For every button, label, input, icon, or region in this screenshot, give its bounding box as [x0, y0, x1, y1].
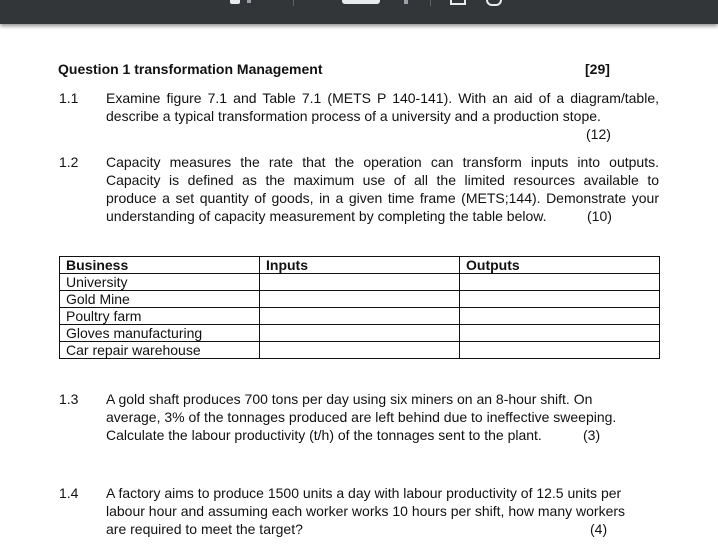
table-cell-business: Gold Mine — [60, 291, 260, 308]
table-cell-business: University — [60, 274, 260, 291]
table-cell-outputs[interactable] — [460, 274, 660, 291]
q12-line: Capacity is defined as the maximum use of all the limited resources available to — [106, 172, 659, 188]
question-title: Question 1 transformation Management — [58, 61, 323, 77]
q14-text — [106, 484, 659, 538]
q12-line: produce a set quantity of goods, in a given time frame (METS;144). Demonstrate your — [106, 190, 659, 206]
q12-line: understanding of capacity measurement by completing the table below. — [106, 208, 547, 224]
table-cell-business: Gloves manufacturing — [60, 325, 260, 342]
q11-line: Examine figure 7.1 and Table 7.1 (METS P 140-141). With an aid of a diagram/table, — [106, 90, 659, 106]
table-cell-inputs[interactable] — [260, 325, 460, 342]
rotate-icon[interactable] — [486, 0, 502, 6]
table-cell-outputs[interactable] — [460, 325, 660, 342]
q12-number: 1.2 — [59, 154, 79, 170]
table-cell-inputs[interactable] — [260, 308, 460, 325]
q11-marks: (12) — [586, 126, 611, 142]
table-cell-business: Poultry farm — [60, 308, 260, 325]
table-header-row — [60, 257, 660, 274]
q11-line: describe a typical transformation process of a university and a production stope. — [106, 108, 601, 124]
q13-line: average, 3% of the tonnages produced are left behind due to ineffective sweeping. — [106, 409, 617, 425]
fit-to-page-icon[interactable] — [450, 0, 466, 5]
q14-line: are required to meet the target? — [106, 521, 303, 537]
chevron-down-icon[interactable] — [247, 0, 251, 3]
table-header-business: Business — [60, 257, 260, 274]
q12-text — [106, 153, 659, 225]
table-row — [60, 308, 660, 325]
sidebar-toggle-icon[interactable] — [230, 0, 240, 4]
toolbar-divider — [430, 0, 431, 6]
q13-marks: (3) — [583, 427, 601, 443]
table-cell-outputs[interactable] — [460, 308, 660, 325]
table-cell-outputs[interactable] — [460, 342, 660, 359]
pdf-viewer-toolbar — [0, 0, 718, 24]
table-cell-inputs[interactable] — [260, 291, 460, 308]
q11-number: 1.1 — [59, 90, 79, 106]
q13-text — [106, 390, 659, 444]
q13-line: A gold shaft produces 700 tons per day using six miners on an 8-hour shift. On — [106, 391, 593, 407]
q12-marks: (10) — [587, 208, 612, 224]
page-number-input[interactable] — [342, 0, 380, 4]
q14-line: labour hour and assuming each worker works 10 hours per shift, how many workers — [106, 503, 626, 519]
q14-marks: (4) — [590, 521, 608, 537]
table-header-outputs: Outputs — [460, 257, 660, 274]
q14-number: 1.4 — [59, 485, 79, 501]
toolbar-divider — [293, 0, 294, 6]
table-row — [60, 274, 660, 291]
capacity-table — [59, 256, 660, 359]
table-cell-inputs[interactable] — [260, 274, 460, 291]
table-cell-inputs[interactable] — [260, 342, 460, 359]
zoom-in-icon[interactable] — [404, 0, 408, 4]
table-row — [60, 291, 660, 308]
q13-line: Calculate the labour productivity (t/h) of the tonnages sent to the plant. — [106, 427, 542, 443]
q11-text — [106, 89, 659, 125]
q14-line: A factory aims to produce 1500 units a day with labour productivity of 12.5 units per — [106, 485, 622, 501]
q12-line: Capacity measures the rate that the operation can transform inputs into outputs. — [106, 154, 659, 170]
table-cell-outputs[interactable] — [460, 291, 660, 308]
table-row — [60, 325, 660, 342]
table-cell-business: Car repair warehouse — [60, 342, 260, 359]
table-row — [60, 342, 660, 359]
table-header-inputs: Inputs — [260, 257, 460, 274]
question-total-marks: [29] — [585, 61, 610, 77]
q13-number: 1.3 — [59, 391, 79, 407]
